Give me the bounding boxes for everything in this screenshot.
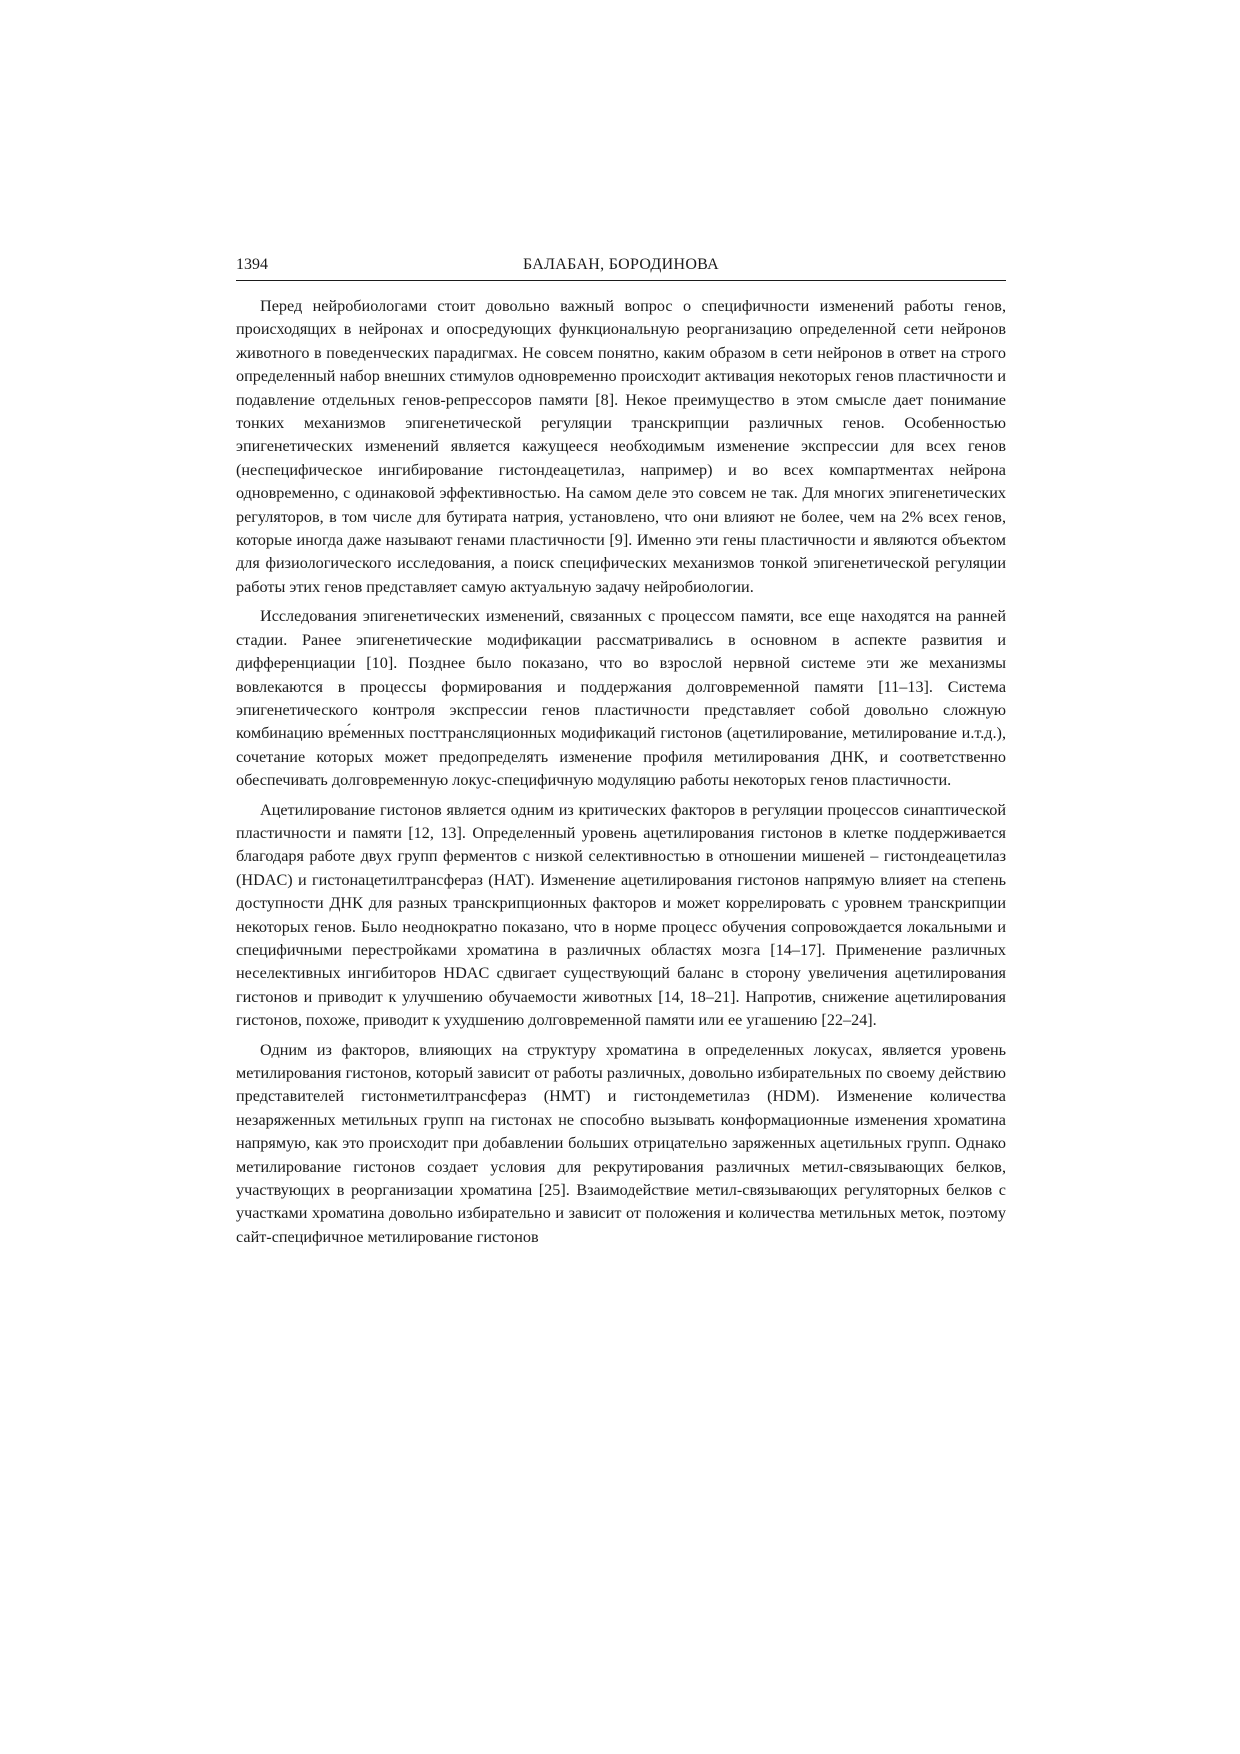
page-header [236, 256, 1006, 281]
page-number: 1394 [236, 256, 268, 273]
paragraph: Ацетилирование гистонов является одним из критических факторов в регуляции процессов синаптической пластичности и памяти [12, 13]. Определенный уровень ацетилирования гистонов в клетке поддерживается благодаря работе двух групп ферментов с низкой селективностью в отношении мишеней – гистондеацетилаз (HDAC) и гистонацетилтрансфераз (HAT). Изменение ацетилирования гистонов напрямую влияет на степень доступности ДНК для разных транскрипционных факторов и может коррелировать с уровнем транскрипции некоторых генов. Было неоднократно показано, что в норме процесс обучения сопровождается локальными и специфичными перестройками хроматина в различных областях мозга [14–17]. Применение различных неселективных ингибиторов HDAC сдвигает существующий баланс в сторону увеличения ацетилирования гистонов и приводит к улучшению обучаемости животных [14, 18–21]. Напротив, снижение ацетилирования гистонов, похоже, приводит к ухудшению долговременной памяти или ее угашению [22–24]. [236, 800, 1006, 1030]
running-head-authors: БАЛАБАН, БОРОДИНОВА [522, 256, 719, 273]
article-body [236, 295, 1006, 1249]
paragraph: Исследования эпигенетических изменений, связанных с процессом памяти, все еще находятся на ранней стадии. Ранее эпигенетические модификации рассматривались в основном в аспекте развития и дифференциации [10]. Позднее было показано, что во взрослой нервной системе эти же механизмы вовлекаются в процессы формирования и поддержания долговременной памяти [11–13]. Система эпигенетического контроля экспрессии генов пластичности представляет собой довольно сложную комбинацию вре́менных посттрансляционных модификаций гистонов (ацетилирование, метилирование и.т.д.), сочетание которых может предопределять изменение профиля метилирования ДНК, и соответственно обеспечивать долговременную локус-специфичную модуляцию работы некоторых генов пластичности. [236, 607, 1006, 790]
paragraph: Перед нейробиологами стоит довольно важный вопрос о специфичности изменений работы генов, происходящих в нейронах и опосредующих функциональную реорганизацию определенной сети нейронов животного в поведенческих парадигмах. Не совсем понятно, каким образом в сети нейронов в ответ на строго определенный набор внешних стимулов одновременно происходит активация некоторых генов пластичности и подавление отдельных генов-репрессоров памяти [8]. Некое преимущество в этом смысле дает понимание тонких механизмов эпигенетической регуляции транскрипции различных генов. Особенностью эпигенетических изменений является кажущееся необходимым изменение экспрессии для всех генов (неспецифическое ингибирование гистондеацетилаз, например) и во всех компартментах нейрона одновременно, с одинаковой эффективностью. На самом деле это совсем не так. Для многих эпигенетических регуляторов, в том числе для бутирата натрия, установлено, что они влияют не более, чем на 2% всех генов, которые иногда даже называют генами пластичности [9]. Именно эти гены пластичности и являются объектом для физиологического исследования, а поиск специфических механизмов тонкой эпигенетической регуляции работы этих генов представляет самую актуальную задачу нейробиологии. [236, 297, 1006, 596]
paragraph: Одним из факторов, влияющих на структуру хроматина в определенных локусах, является уровень метилирования гистонов, который зависит от работы различных, довольно избирательных по своему действию представителей гистонметилтрансфераз (HMT) и гистондеметилаз (HDM). Изменение количества незаряженных метильных групп на гистонах не способно вызывать конформационные изменения хроматина напрямую, как это происходит при добавлении больших отрицательно заряженных ацетильных групп. Однако метилирование гистонов создает условия для рекрутирования различных метил-связывающих белков, участвующих в реорганизации хроматина [25]. Взаимодействие метил-связывающих регуляторных белков с участками хроматина довольно избирательно и зависит от положения и количества метильных меток, поэтому сайт-специфичное метилирование гистонов [236, 1040, 1006, 1246]
page [236, 256, 1006, 1255]
